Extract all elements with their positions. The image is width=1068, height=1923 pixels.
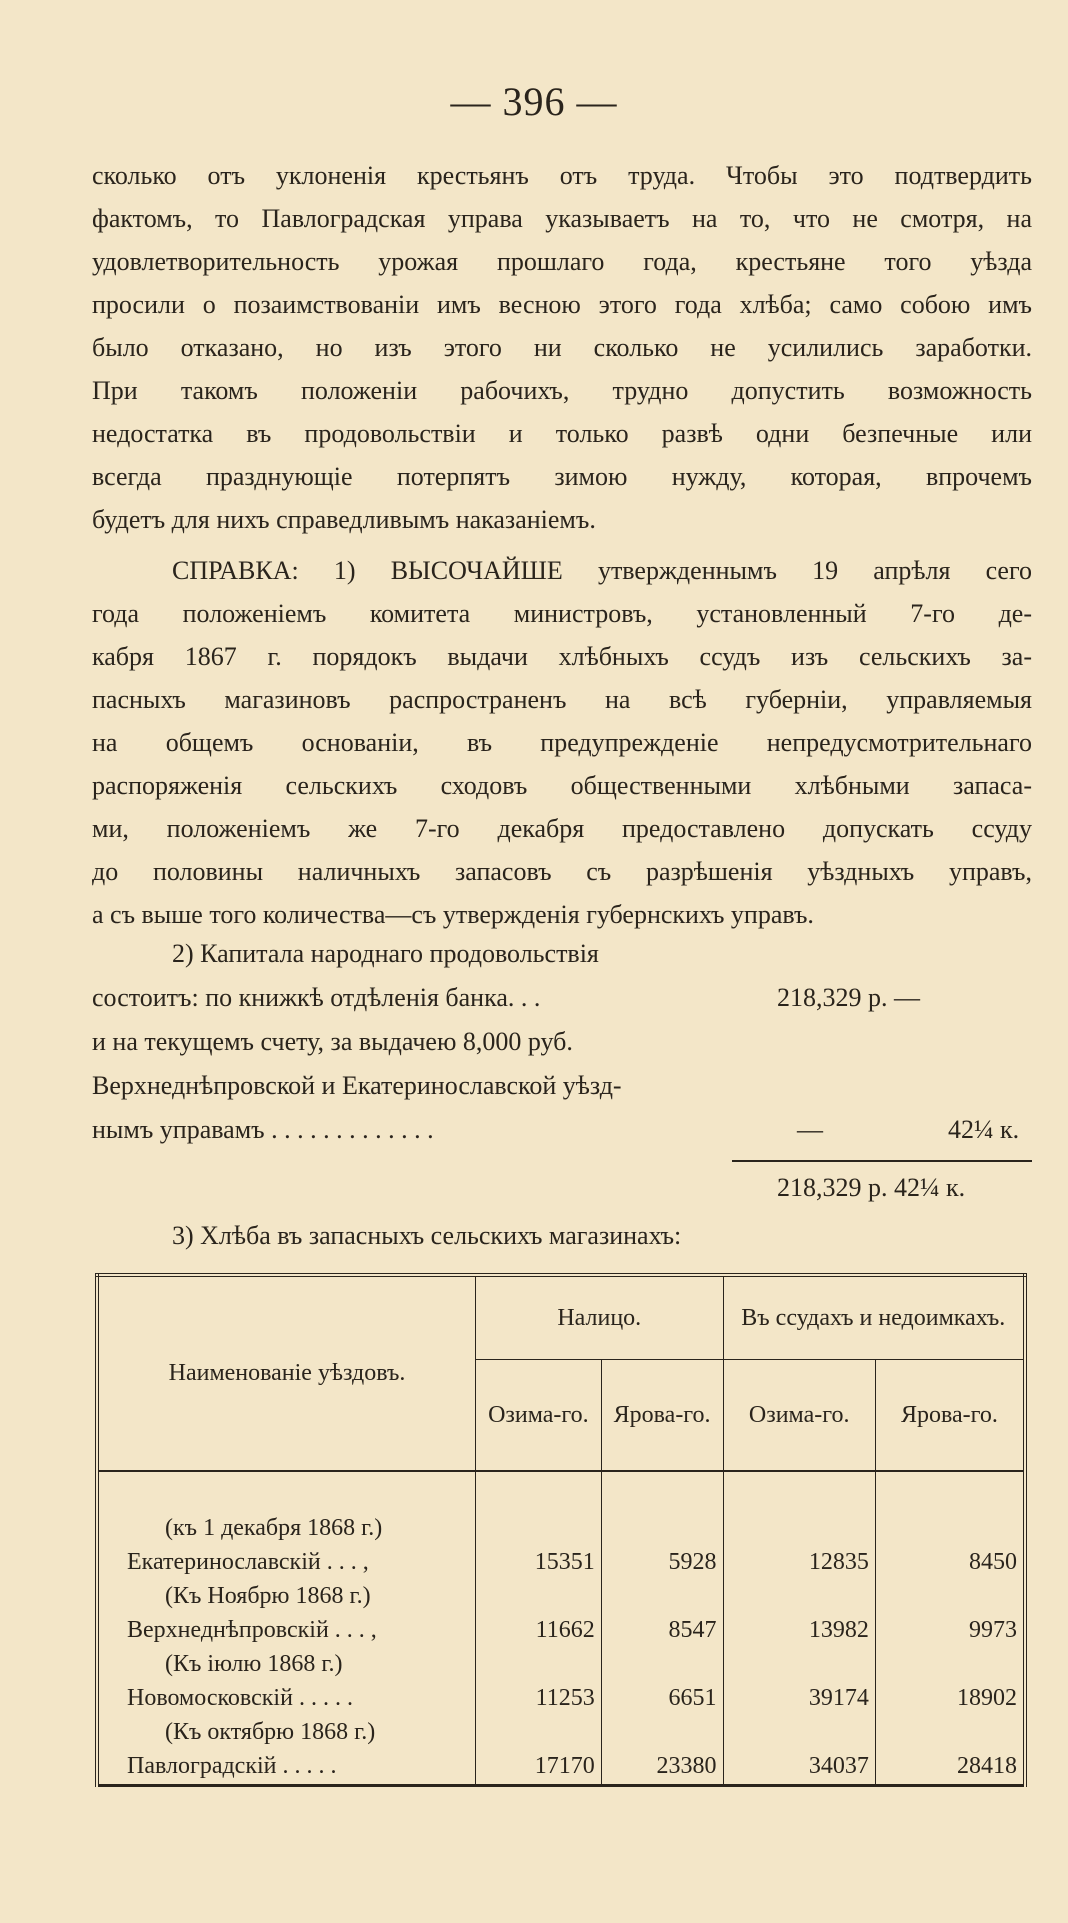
table-period-row [97,1716,1025,1748]
text-line: сколько отъ уклоненія крестьянъ отъ труда. Чтобы это подтвердить [92,161,1032,190]
ledger-total: 218,329 р. 42¼ к. [777,1173,966,1202]
cell-value: 17170 [476,1748,602,1786]
text-line: распоряженія сельскихъ сходовъ общественными хлѣбными запаса- [92,771,1032,800]
cell-value: 15351 [476,1544,602,1580]
text-line: будетъ для нихъ справедливымъ наказаніемъ. [92,505,596,534]
header-loans-arrears: Въ ссудахъ и недоимкахъ. [723,1275,1025,1360]
cell-value: 23380 [601,1748,723,1786]
ledger-row-uprava-amount [92,1114,1032,1154]
period-label: (Къ іюлю 1868 г.) [97,1648,476,1680]
cell-value: 28418 [875,1748,1025,1786]
table-period-row [97,1512,1025,1544]
header-winter: Озима-го. [476,1360,602,1472]
text-line: просили о позаимствованіи имъ весною этого года хлѣба; само собою имъ [92,290,1032,319]
ledger-amount-kopecks: 42¼ к. [948,1115,1020,1144]
text-line: недостатка въ продовольствіи и только развѣ одни безпечные или [92,419,1032,448]
district-name: Екатеринославскій . . . , [127,1548,369,1575]
header-on-hand: Налицо. [476,1275,724,1360]
table-spacer-row [97,1471,1025,1512]
period-label: (Къ Ноябрю 1868 г.) [97,1580,476,1612]
cell-value: 13982 [723,1612,875,1648]
header-spring: Ярова-го. [875,1360,1025,1472]
cell-value: 12835 [723,1544,875,1580]
table-row [97,1612,1025,1648]
text-line: а съ выше того количества—съ утвержденія губернскихъ управъ. [92,900,814,929]
district-name: Новомосковскій . . . . . [127,1684,353,1711]
period-label: (Къ октябрю 1868 г.) [97,1716,476,1748]
cell-value: 5928 [601,1544,723,1580]
table-row [97,1544,1025,1580]
page-number: — 396 — [450,79,618,124]
cell-value: 11662 [476,1612,602,1648]
section-3-heading: 3) Хлѣба въ запасныхъ сельскихъ магазинахъ: [172,1221,682,1250]
text-line: всегда празднующіе потерпятъ зимою нужду, которая, впрочемъ [92,462,1032,491]
district-name: Павлоградскій . . . . . [127,1752,337,1779]
district-name: Верхнеднѣпровскій . . . , [127,1616,377,1643]
header-spring: Ярова-го. [601,1360,723,1472]
table-header-row [97,1275,1025,1360]
ledger-row-uprava: Верхнеднѣпровской и Екатеринославской уѣзд- [92,1071,622,1100]
ledger-dash: — [797,1115,823,1144]
text-line: удовлетворительность урожая прошлаго года, крестьяне того уѣзда [92,247,1032,276]
text-line: на общемъ основаніи, въ предупрежденіе непредусмотрительнаго [92,728,1032,757]
table-row [97,1680,1025,1716]
text-line: фактомъ, то Павлоградская управа указываетъ на то, что не смотря, на [92,204,1032,233]
text-line: СПРАВКА: 1) ВЫСОЧАЙШЕ утвержденнымъ 19 апрѣля сего [172,556,1032,585]
ledger-row-label: состоитъ: по книжкѣ отдѣленія банка. . . [92,983,541,1012]
text-line: При такомъ положеніи рабочихъ, трудно допустить возможность [92,376,1032,405]
cell-value: 18902 [875,1680,1025,1716]
ledger-heading: 2) Капитала народнаго продовольствія [172,939,599,968]
sum-rule [732,1160,1032,1162]
table-row [97,1748,1025,1786]
cell-value: 11253 [476,1680,602,1716]
table-period-row [97,1648,1025,1680]
ledger-row-label: нымъ управамъ . . . . . . . . . . . . . [92,1115,434,1144]
cell-value: 34037 [723,1748,875,1786]
cell-value: 6651 [601,1680,723,1716]
text-line: было отказано, но изъ этого ни сколько не усилились заработки. [92,333,1032,362]
period-label: (къ 1 декабря 1868 г.) [97,1512,476,1544]
cell-value: 8450 [875,1544,1025,1580]
header-winter: Озима-го. [723,1360,875,1472]
table-period-row [97,1580,1025,1612]
text-line: пасныхъ магазиновъ распространенъ на всѣ губерніи, управляемыя [92,685,1032,714]
text-line: до половины наличныхъ запасовъ съ разрѣшенія уѣздныхъ управъ, [92,857,1032,886]
cell-value: 9973 [875,1612,1025,1648]
ledger-row-account: и на текущемъ счету, за выдачею 8,000 руб. [92,1027,573,1056]
header-district-name: Наименованіе уѣздовъ. [97,1275,476,1471]
cell-value: 8547 [601,1612,723,1648]
text-line: года положеніемъ комитета министровъ, установленный 7-го де- [92,599,1032,628]
ledger-row-bank [92,982,1032,1022]
ledger-total-row [92,1172,1032,1212]
text-line: кабря 1867 г. порядокъ выдачи хлѣбныхъ ссудъ изъ сельскихъ за- [92,642,1032,671]
text-line: ми, положеніемъ же 7-го декабря предоставлено допускать ссуду [92,814,1032,843]
ledger-amount-bank: 218,329 р. — [777,983,920,1012]
cell-value: 39174 [723,1680,875,1716]
grain-stock-table [95,1273,1027,1787]
